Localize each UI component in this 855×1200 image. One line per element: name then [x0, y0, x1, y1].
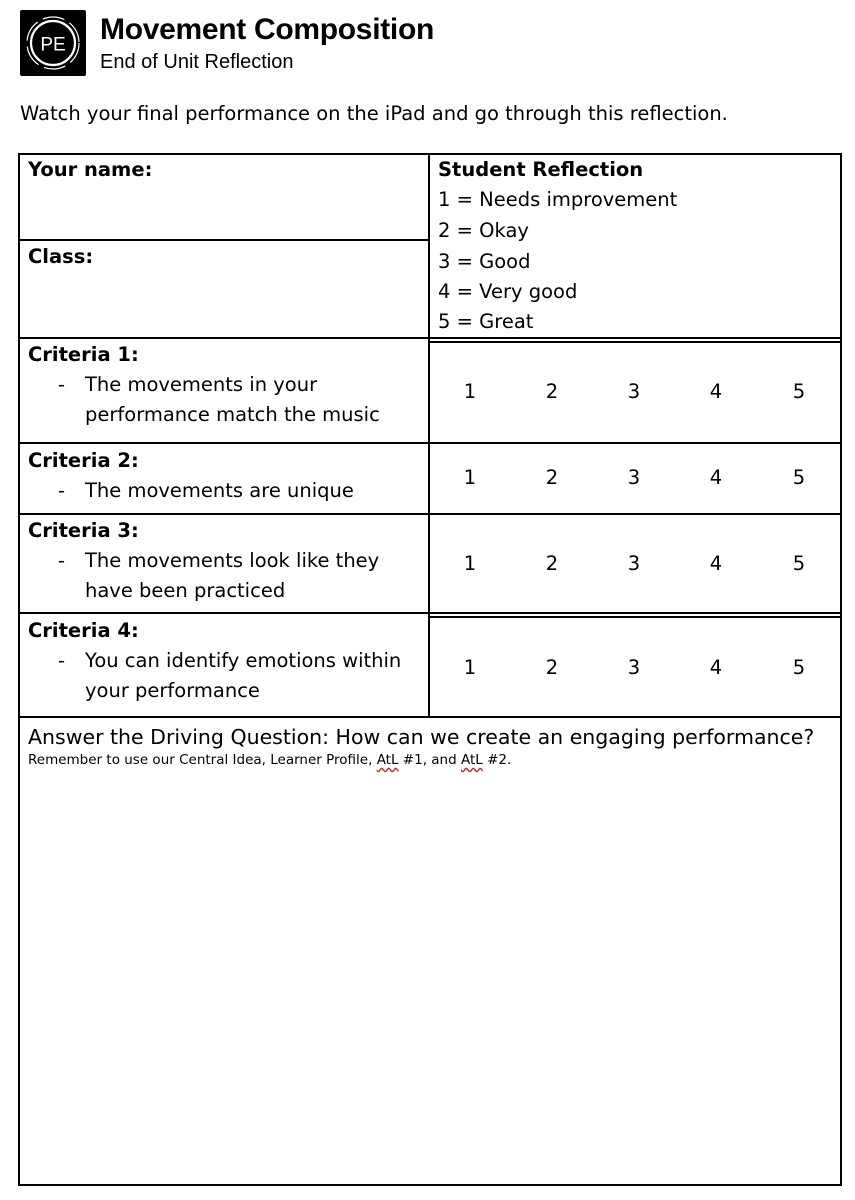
scale-item: 2 = Okay: [438, 219, 529, 242]
rating-option-4[interactable]: 4: [709, 380, 723, 403]
bullet: -: [58, 479, 66, 502]
criteria-label: Criteria 3:: [28, 519, 139, 542]
criteria-text: have been practiced: [85, 579, 286, 602]
rating-option-1[interactable]: 1: [463, 466, 477, 489]
criteria-text: You can identify emotions within: [85, 649, 402, 672]
reflection-heading: Student Reflection: [438, 158, 644, 181]
reminder-part: #2.: [482, 752, 512, 768]
rating-option-1[interactable]: 1: [463, 656, 477, 679]
rating-option-3[interactable]: 3: [627, 466, 641, 489]
bullet: -: [58, 549, 66, 572]
rating-option-2[interactable]: 2: [545, 552, 559, 575]
rating-option-4[interactable]: 4: [709, 552, 723, 575]
reminder-text: [28, 750, 511, 770]
row-divider-3: [18, 612, 842, 614]
rating-option-2[interactable]: 2: [545, 656, 559, 679]
rating-option-3[interactable]: 3: [627, 380, 641, 403]
row-divider-1: [18, 442, 842, 444]
table-border-bottom: [18, 1184, 842, 1186]
rating-option-4[interactable]: 4: [709, 656, 723, 679]
rating-option-5[interactable]: 5: [792, 656, 806, 679]
rating-option-3[interactable]: 3: [627, 552, 641, 575]
answer-area[interactable]: [20, 776, 840, 1182]
spellcheck-word: AtL: [376, 752, 399, 768]
row-divider-2: [18, 513, 842, 515]
rating-option-1[interactable]: 1: [463, 552, 477, 575]
table-border-right: [840, 153, 842, 1186]
bullet: -: [58, 373, 66, 396]
row-divider-header-inner: [430, 341, 842, 343]
class-label: Class:: [28, 245, 94, 268]
scale-item: 3 = Good: [438, 250, 531, 273]
scale-item: 4 = Very good: [438, 280, 578, 303]
criteria-text: your performance: [85, 679, 260, 702]
criteria-label: Criteria 1:: [28, 343, 139, 366]
rating-option-5[interactable]: 5: [792, 380, 806, 403]
criteria-label: Criteria 2:: [28, 449, 139, 472]
page-title: Movement Composition: [100, 13, 435, 46]
criteria-text: The movements are unique: [85, 479, 354, 502]
pe-logo: [20, 10, 86, 76]
criteria-text: performance match the music: [85, 403, 380, 426]
name-label: Your name:: [28, 158, 153, 181]
bullet: -: [58, 649, 66, 672]
reminder-part: #1, and: [398, 752, 461, 768]
rating-option-5[interactable]: 5: [792, 466, 806, 489]
driving-question: Answer the Driving Question: How can we create an engaging performance?: [28, 725, 815, 749]
row-divider-header: [18, 337, 842, 339]
criteria-label: Criteria 4:: [28, 619, 139, 642]
page-subtitle: End of Unit Reflection: [100, 51, 294, 73]
criteria-text: The movements look like they: [85, 549, 380, 572]
column-divider: [428, 153, 430, 718]
rating-option-5[interactable]: 5: [792, 552, 806, 575]
row-divider-4: [18, 716, 842, 718]
criteria-text: The movements in your: [85, 373, 318, 396]
scale-item: 5 = Great: [438, 310, 534, 333]
rating-option-3[interactable]: 3: [627, 656, 641, 679]
logo-text: PE: [40, 34, 66, 56]
scale-item: 1 = Needs improvement: [438, 188, 678, 211]
name-field[interactable]: [20, 186, 428, 238]
rating-option-2[interactable]: 2: [545, 466, 559, 489]
spellcheck-word: AtL: [460, 752, 483, 768]
pe-logo-emblem: [20, 10, 86, 76]
row-divider-name: [18, 239, 430, 241]
class-field[interactable]: [20, 272, 428, 336]
row-divider-3-inner: [430, 616, 842, 618]
rating-option-4[interactable]: 4: [709, 466, 723, 489]
rating-option-1[interactable]: 1: [463, 380, 477, 403]
rating-option-2[interactable]: 2: [545, 380, 559, 403]
reminder-part: Remember to use our Central Idea, Learner Profile,: [28, 752, 377, 768]
instruction-text: Watch your final performance on the iPad and go through this reflection.: [20, 102, 728, 125]
